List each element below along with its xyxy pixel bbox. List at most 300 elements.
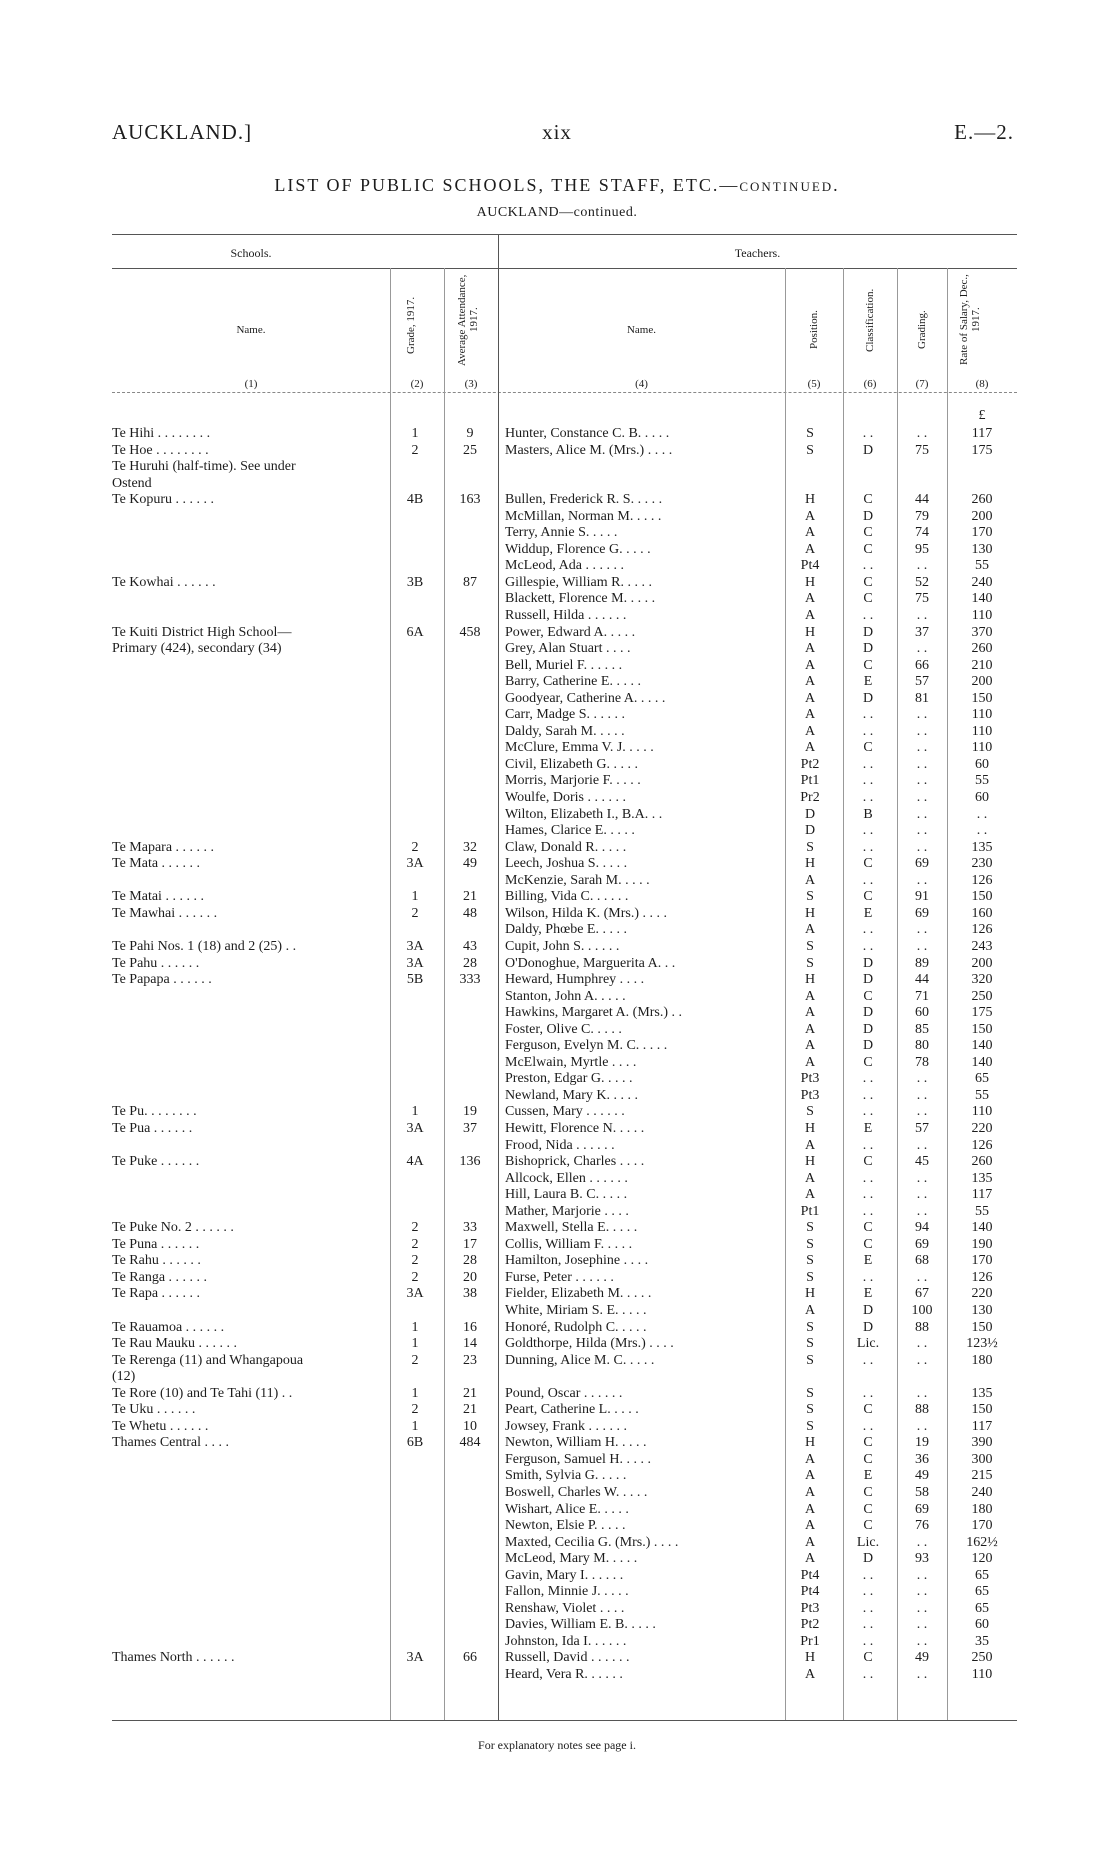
classification-cell: C: [863, 1650, 873, 1666]
classification-cell: . .: [862, 1633, 874, 1649]
position-cell: A: [804, 723, 816, 739]
teacher-name-cell: Mather, Marjorie . . . .: [505, 1203, 629, 1219]
table-row: [0, 1171, 1114, 1188]
table-row: [0, 823, 1114, 840]
grade-cell: 2: [411, 839, 419, 855]
grade-cell: 2: [411, 1253, 419, 1269]
attendance-cell: 14: [463, 1336, 477, 1352]
table-row: [0, 1320, 1114, 1337]
classification-cell: C: [863, 856, 873, 872]
grading-cell: . .: [916, 1203, 928, 1219]
grading-cell: 79: [915, 508, 929, 524]
teacher-name-cell: Claw, Donald R. . . . .: [505, 839, 627, 855]
salary-cell: 140: [971, 1220, 993, 1236]
table-row: [0, 1353, 1114, 1370]
attendance-cell: 25: [463, 442, 477, 458]
grading-cell: 68: [915, 1253, 929, 1269]
position-cell: S: [806, 1402, 814, 1418]
teacher-name-cell: Newton, Elsie P. . . . .: [505, 1518, 626, 1534]
grade-cell: 2: [411, 1352, 419, 1368]
school-cell: Thames North . . . . . .: [112, 1650, 235, 1666]
classification-cell: . .: [862, 1600, 874, 1616]
grading-cell: . .: [916, 426, 928, 441]
salary-cell: 55: [975, 1087, 989, 1103]
grading-cell: 49: [915, 1468, 929, 1484]
grading-cell: 81: [915, 690, 929, 706]
table-row: [0, 790, 1114, 807]
position-cell: A: [804, 674, 816, 690]
teacher-name-cell: Carr, Madge S. . . . . .: [505, 707, 625, 723]
table-row: [0, 1187, 1114, 1204]
running-header-right: E.—2.: [954, 120, 1014, 144]
position-cell: A: [804, 1551, 816, 1567]
teacher-name-cell: Collis, William F. . . . .: [505, 1236, 633, 1252]
school-cell: Te Pahi Nos. 1 (18) and 2 (25) . .: [112, 938, 297, 954]
table-row: [0, 807, 1114, 824]
position-cell: A: [804, 641, 816, 657]
salary-cell: 150: [971, 1021, 993, 1037]
classification-cell: . .: [862, 1170, 874, 1186]
attendance-cell: 333: [459, 972, 481, 988]
teacher-name-cell: McLeod, Mary M. . . . .: [505, 1551, 638, 1567]
grading-cell: 37: [915, 624, 929, 640]
school-cell: Te Puke . . . . . .: [112, 1154, 200, 1170]
currency-symbol: £: [978, 408, 986, 423]
teacher-name-cell: Widdup, Florence G. . . . .: [505, 541, 651, 557]
grade-cell: 1: [411, 1418, 419, 1434]
position-cell: A: [804, 1518, 816, 1534]
classification-cell: . .: [862, 1203, 874, 1219]
school-cell: Te Papapa . . . . . .: [112, 972, 212, 988]
salary-cell: 170: [971, 525, 993, 541]
position-cell: S: [806, 1269, 814, 1285]
grading-cell: 66: [915, 657, 929, 673]
salary-cell: 190: [971, 1236, 993, 1252]
position-cell: H: [804, 574, 816, 590]
grade-cell: 2: [411, 1220, 419, 1236]
salary-cell: 110: [971, 740, 993, 756]
grading-cell: . .: [916, 922, 928, 938]
teacher-name-cell: Ferguson, Samuel H. . . . .: [505, 1451, 651, 1467]
classification-cell: E: [863, 674, 873, 690]
grading-cell: . .: [916, 1584, 928, 1600]
salary-cell: 200: [971, 955, 993, 971]
grade-cell: 2: [411, 1236, 419, 1252]
table-row: [0, 426, 1114, 443]
grade-cell: 1: [411, 426, 419, 441]
grading-cell: 69: [915, 905, 929, 921]
running-header-left: AUCKLAND.]: [112, 120, 253, 144]
grading-cell: . .: [916, 1600, 928, 1616]
salary-cell: 126: [971, 922, 993, 938]
grading-cell: . .: [916, 1137, 928, 1153]
grading-cell: 80: [915, 1038, 929, 1054]
position-cell: D: [804, 806, 816, 822]
attendance-cell: 37: [463, 1120, 477, 1136]
page-title: LIST OF PUBLIC SCHOOLS, THE STAFF, ETC.—continued.: [274, 175, 840, 195]
position-cell: D: [804, 823, 816, 839]
school-cell: Ostend: [112, 475, 152, 491]
teacher-name-cell: Leech, Joshua S. . . . .: [505, 856, 628, 872]
school-cell: Te Uku . . . . . .: [112, 1402, 196, 1418]
col-attendance: Average Attendance, 1917.: [456, 274, 480, 366]
grade-cell: 2: [411, 905, 419, 921]
position-cell: S: [806, 1352, 814, 1368]
teacher-name-cell: Gillespie, William R. . . . .: [505, 574, 652, 590]
school-cell: Primary (424), secondary (34): [112, 641, 282, 657]
position-cell: A: [804, 1054, 816, 1070]
classification-cell: . .: [862, 756, 874, 772]
teacher-name-cell: Goldthorpe, Hilda (Mrs.) . . . .: [505, 1336, 674, 1352]
table-row: [0, 658, 1114, 675]
table-row: [0, 707, 1114, 724]
table-row: [0, 1154, 1114, 1171]
salary-cell: 55: [975, 558, 989, 574]
teacher-name-cell: Furse, Peter . . . . . .: [505, 1269, 614, 1285]
grading-cell: . .: [916, 756, 928, 772]
salary-cell: 160: [971, 905, 993, 921]
table-row: [0, 939, 1114, 956]
grading-cell: 75: [915, 591, 929, 607]
classification-cell: D: [862, 955, 874, 971]
teacher-name-cell: Masters, Alice M. (Mrs.) . . . .: [505, 442, 673, 458]
grading-cell: . .: [916, 1633, 928, 1649]
table-row: [0, 542, 1114, 559]
table-row: [0, 492, 1114, 509]
salary-cell: 126: [971, 1269, 993, 1285]
teacher-name-cell: McLeod, Ada . . . . . .: [505, 558, 624, 574]
table-row: [0, 1634, 1114, 1651]
classification-cell: . .: [862, 1418, 874, 1434]
attendance-cell: 16: [463, 1319, 477, 1335]
salary-cell: 162½: [966, 1534, 998, 1550]
classification-cell: . .: [862, 773, 874, 789]
grading-cell: 69: [915, 1236, 929, 1252]
salary-cell: 65: [975, 1600, 989, 1616]
table-row: [0, 773, 1114, 790]
classification-cell: C: [863, 492, 873, 508]
table-row: [0, 1253, 1114, 1270]
salary-cell: 175: [971, 442, 993, 458]
position-cell: A: [804, 707, 816, 723]
table-row: [0, 1138, 1114, 1155]
teacher-name-cell: Newland, Mary K. . . . .: [505, 1087, 638, 1103]
attendance-cell: 484: [459, 1435, 481, 1451]
school-cell: Te Rore (10) and Te Tahi (11) . .: [112, 1385, 293, 1401]
salary-cell: 180: [971, 1501, 993, 1517]
grade-cell: 1: [411, 1336, 419, 1352]
position-cell: S: [806, 1319, 814, 1335]
classification-cell: . .: [862, 1385, 874, 1401]
teacher-name-cell: Bell, Muriel F. . . . . .: [505, 657, 623, 673]
teacher-name-cell: Blackett, Florence M. . . . .: [505, 591, 656, 607]
attendance-cell: 163: [459, 492, 481, 508]
salary-cell: 55: [975, 1203, 989, 1219]
classification-cell: C: [863, 1236, 873, 1252]
grading-cell: 78: [915, 1054, 929, 1070]
classification-cell: C: [863, 1435, 873, 1451]
classification-cell: . .: [862, 1352, 874, 1368]
classification-cell: D: [862, 972, 874, 988]
grade-cell: 1: [411, 1385, 419, 1401]
salary-cell: 243: [971, 938, 993, 954]
attendance-cell: 17: [463, 1236, 477, 1252]
grade-cell: 2: [411, 1269, 419, 1285]
salary-cell: 140: [971, 1038, 993, 1054]
grading-cell: . .: [916, 558, 928, 574]
teacher-name-cell: Peart, Catherine L. . . . .: [505, 1402, 639, 1418]
salary-cell: 150: [971, 1319, 993, 1335]
classification-cell: . .: [862, 1137, 874, 1153]
teacher-name-cell: Newton, William H. . . . .: [505, 1435, 647, 1451]
grading-cell: . .: [916, 1567, 928, 1583]
teacher-name-cell: Russell, Hilda . . . . . .: [505, 608, 627, 624]
table-row: [0, 1220, 1114, 1237]
position-cell: Pt1: [800, 773, 820, 789]
salary-cell: 117: [971, 1187, 993, 1203]
attendance-cell: 66: [463, 1650, 477, 1666]
table-row: [0, 1551, 1114, 1568]
position-cell: Pt4: [800, 1584, 820, 1600]
teacher-name-cell: Russell, David . . . . . .: [505, 1650, 630, 1666]
grade-cell: 3A: [406, 955, 424, 971]
school-cell: Thames Central . . . .: [112, 1435, 230, 1451]
teacher-name-cell: Hamilton, Josephine . . . .: [505, 1253, 649, 1269]
grading-cell: . .: [916, 1385, 928, 1401]
table-row: [0, 1402, 1114, 1419]
table-row: [0, 972, 1114, 989]
teacher-name-cell: Civil, Elizabeth G. . . . .: [505, 756, 638, 772]
classification-cell: C: [863, 988, 873, 1004]
grading-cell: 88: [915, 1319, 929, 1335]
school-cell: Te Kowhai . . . . . .: [112, 574, 216, 590]
table-row: [0, 558, 1114, 575]
teacher-name-cell: Johnston, Ida I. . . . . .: [505, 1633, 627, 1649]
table-row: [0, 1071, 1114, 1088]
col-number-2: (2): [410, 378, 424, 390]
classification-cell: . .: [862, 922, 874, 938]
school-cell: Te Huruhi (half-time). See under: [112, 459, 296, 475]
table-row: [0, 1303, 1114, 1320]
teacher-name-cell: Stanton, John A. . . . .: [505, 988, 626, 1004]
attendance-cell: 28: [463, 955, 477, 971]
table-row: [0, 1650, 1114, 1667]
school-cell: Te Rauamoa . . . . . .: [112, 1319, 225, 1335]
salary-cell: 240: [971, 574, 993, 590]
position-cell: A: [804, 1005, 816, 1021]
teacher-name-cell: Cussen, Mary . . . . . .: [505, 1104, 625, 1120]
classification-cell: D: [862, 1551, 874, 1567]
salary-cell: 55: [975, 773, 989, 789]
classification-cell: . .: [862, 823, 874, 839]
page-number: xix: [542, 120, 572, 144]
classification-cell: . .: [862, 1617, 874, 1633]
teacher-name-cell: Maxwell, Stella E. . . . .: [505, 1220, 638, 1236]
grading-cell: . .: [916, 641, 928, 657]
teacher-name-cell: Maxted, Cecilia G. (Mrs.) . . . .: [505, 1534, 679, 1550]
table-row: [0, 1005, 1114, 1022]
school-cell: Te Rau Mauku . . . . . .: [112, 1336, 238, 1352]
grade-cell: 3A: [406, 1650, 424, 1666]
grading-cell: . .: [916, 872, 928, 888]
grading-cell: . .: [916, 1087, 928, 1103]
position-cell: A: [804, 1501, 816, 1517]
position-cell: A: [804, 1137, 816, 1153]
grading-cell: 71: [915, 988, 929, 1004]
position-cell: S: [806, 938, 814, 954]
school-cell: Te Matai . . . . . .: [112, 889, 204, 905]
grading-cell: 44: [915, 492, 929, 508]
table-top-rule: [112, 234, 1017, 235]
classification-cell: . .: [862, 1269, 874, 1285]
table-row: [0, 1485, 1114, 1502]
table-row: [0, 1584, 1114, 1601]
classification-cell: C: [863, 1485, 873, 1500]
attendance-cell: 28: [463, 1253, 477, 1269]
salary-cell: 150: [971, 690, 993, 706]
salary-cell: 260: [971, 492, 993, 508]
attendance-cell: 33: [463, 1220, 477, 1236]
grading-cell: 74: [915, 525, 929, 541]
position-cell: H: [804, 492, 816, 508]
school-cell: (12): [112, 1369, 136, 1385]
classification-cell: D: [862, 508, 874, 524]
attendance-cell: 10: [463, 1418, 477, 1434]
col-number-1: (1): [244, 378, 258, 390]
classification-cell: . .: [862, 1187, 874, 1203]
classification-cell: Lic.: [856, 1336, 880, 1352]
position-cell: Pt4: [800, 1567, 820, 1583]
school-cell: Te Rapa . . . . . .: [112, 1286, 201, 1302]
classification-cell: D: [862, 1021, 874, 1037]
attendance-cell: 38: [463, 1286, 477, 1302]
grading-cell: . .: [916, 1352, 928, 1368]
salary-cell: 260: [971, 1154, 993, 1170]
classification-cell: D: [862, 442, 874, 458]
table-row: [0, 1237, 1114, 1254]
grading-cell: 44: [915, 972, 929, 988]
table-row: [0, 443, 1114, 460]
grade-cell: 1: [411, 1104, 419, 1120]
salary-cell: 150: [971, 889, 993, 905]
grading-cell: 93: [915, 1551, 929, 1567]
classification-cell: C: [863, 1220, 873, 1236]
table-row: [0, 1419, 1114, 1436]
position-cell: A: [804, 1485, 816, 1500]
table-row: [0, 724, 1114, 741]
salary-cell: 200: [971, 508, 993, 524]
salary-cell: 65: [975, 1071, 989, 1087]
classification-cell: E: [863, 1253, 873, 1269]
classification-cell: C: [863, 1501, 873, 1517]
attendance-cell: 21: [463, 1402, 477, 1418]
salary-cell: 123½: [966, 1336, 998, 1352]
table-row: [0, 459, 1114, 476]
table-row: [0, 476, 1114, 493]
position-cell: Pt2: [800, 756, 820, 772]
position-cell: Pt4: [800, 558, 820, 574]
position-cell: A: [804, 591, 816, 607]
salary-cell: 110: [971, 608, 993, 624]
classification-cell: . .: [862, 558, 874, 574]
salary-cell: 126: [971, 1137, 993, 1153]
table-row: [0, 956, 1114, 973]
col-grading: Grading.: [916, 310, 928, 350]
grading-cell: . .: [916, 1269, 928, 1285]
position-cell: A: [804, 608, 816, 624]
classification-cell: . .: [862, 872, 874, 888]
col-number-6: (6): [863, 378, 877, 390]
salary-cell: 250: [971, 1650, 993, 1666]
school-cell: Te Mata . . . . . .: [112, 856, 201, 872]
teacher-name-cell: Hawkins, Margaret A. (Mrs.) . .: [505, 1005, 683, 1021]
col-grade: Grade, 1917.: [405, 296, 417, 354]
school-cell: Te Rerenga (11) and Whangapoua: [112, 1352, 304, 1368]
table-row: [0, 1535, 1114, 1552]
group-teachers: Teachers.: [734, 246, 781, 260]
grading-cell: . .: [916, 1104, 928, 1120]
grading-cell: 76: [915, 1518, 929, 1534]
classification-cell: E: [863, 1286, 873, 1302]
classification-cell: E: [863, 1468, 873, 1484]
teacher-name-cell: Pound, Oscar . . . . . .: [505, 1385, 623, 1401]
salary-cell: 35: [975, 1633, 989, 1649]
salary-cell: 130: [971, 1302, 993, 1318]
salary-cell: 370: [971, 624, 993, 640]
salary-cell: 110: [971, 723, 993, 739]
grading-cell: . .: [916, 1418, 928, 1434]
table-row: [0, 509, 1114, 526]
salary-cell: 110: [971, 1667, 993, 1683]
teacher-name-cell: McMillan, Norman M. . . . .: [505, 508, 662, 524]
classification-cell: D: [862, 641, 874, 657]
table-row: [0, 1386, 1114, 1403]
school-cell: Te Whetu . . . . . .: [112, 1418, 209, 1434]
position-cell: S: [806, 1336, 814, 1352]
position-cell: Pr2: [800, 790, 820, 806]
teacher-name-cell: Power, Edward A. . . . .: [505, 624, 636, 640]
classification-cell: C: [863, 657, 873, 673]
classification-cell: C: [863, 1154, 873, 1170]
school-cell: Te Puke No. 2 . . . . . .: [112, 1220, 234, 1236]
classification-cell: . .: [862, 1104, 874, 1120]
position-cell: A: [804, 525, 816, 541]
teacher-name-cell: McKenzie, Sarah M. . . . .: [505, 872, 650, 888]
position-cell: S: [806, 839, 814, 855]
position-cell: A: [804, 508, 816, 524]
classification-cell: . .: [862, 1071, 874, 1087]
teacher-name-cell: Smith, Sylvia G. . . . .: [505, 1468, 627, 1484]
table-row: [0, 575, 1114, 592]
col-classification: Classification.: [864, 288, 876, 352]
grade-cell: 1: [411, 1319, 419, 1335]
grading-cell: . .: [916, 1534, 928, 1550]
position-cell: H: [804, 1154, 816, 1170]
attendance-cell: 458: [459, 624, 481, 640]
grading-cell: . .: [916, 1667, 928, 1683]
footer-note: For explanatory notes see page i.: [478, 1738, 636, 1752]
position-cell: A: [804, 1038, 816, 1054]
salary-cell: 300: [971, 1451, 993, 1467]
classification-cell: . .: [862, 723, 874, 739]
salary-cell: 220: [971, 1286, 993, 1302]
classification-cell: . .: [862, 1567, 874, 1583]
table-row: [0, 1055, 1114, 1072]
school-cell: Te Hoe . . . . . . . .: [112, 442, 209, 458]
grading-cell: . .: [916, 1170, 928, 1186]
attendance-cell: 136: [459, 1154, 481, 1170]
classification-cell: C: [863, 591, 873, 607]
